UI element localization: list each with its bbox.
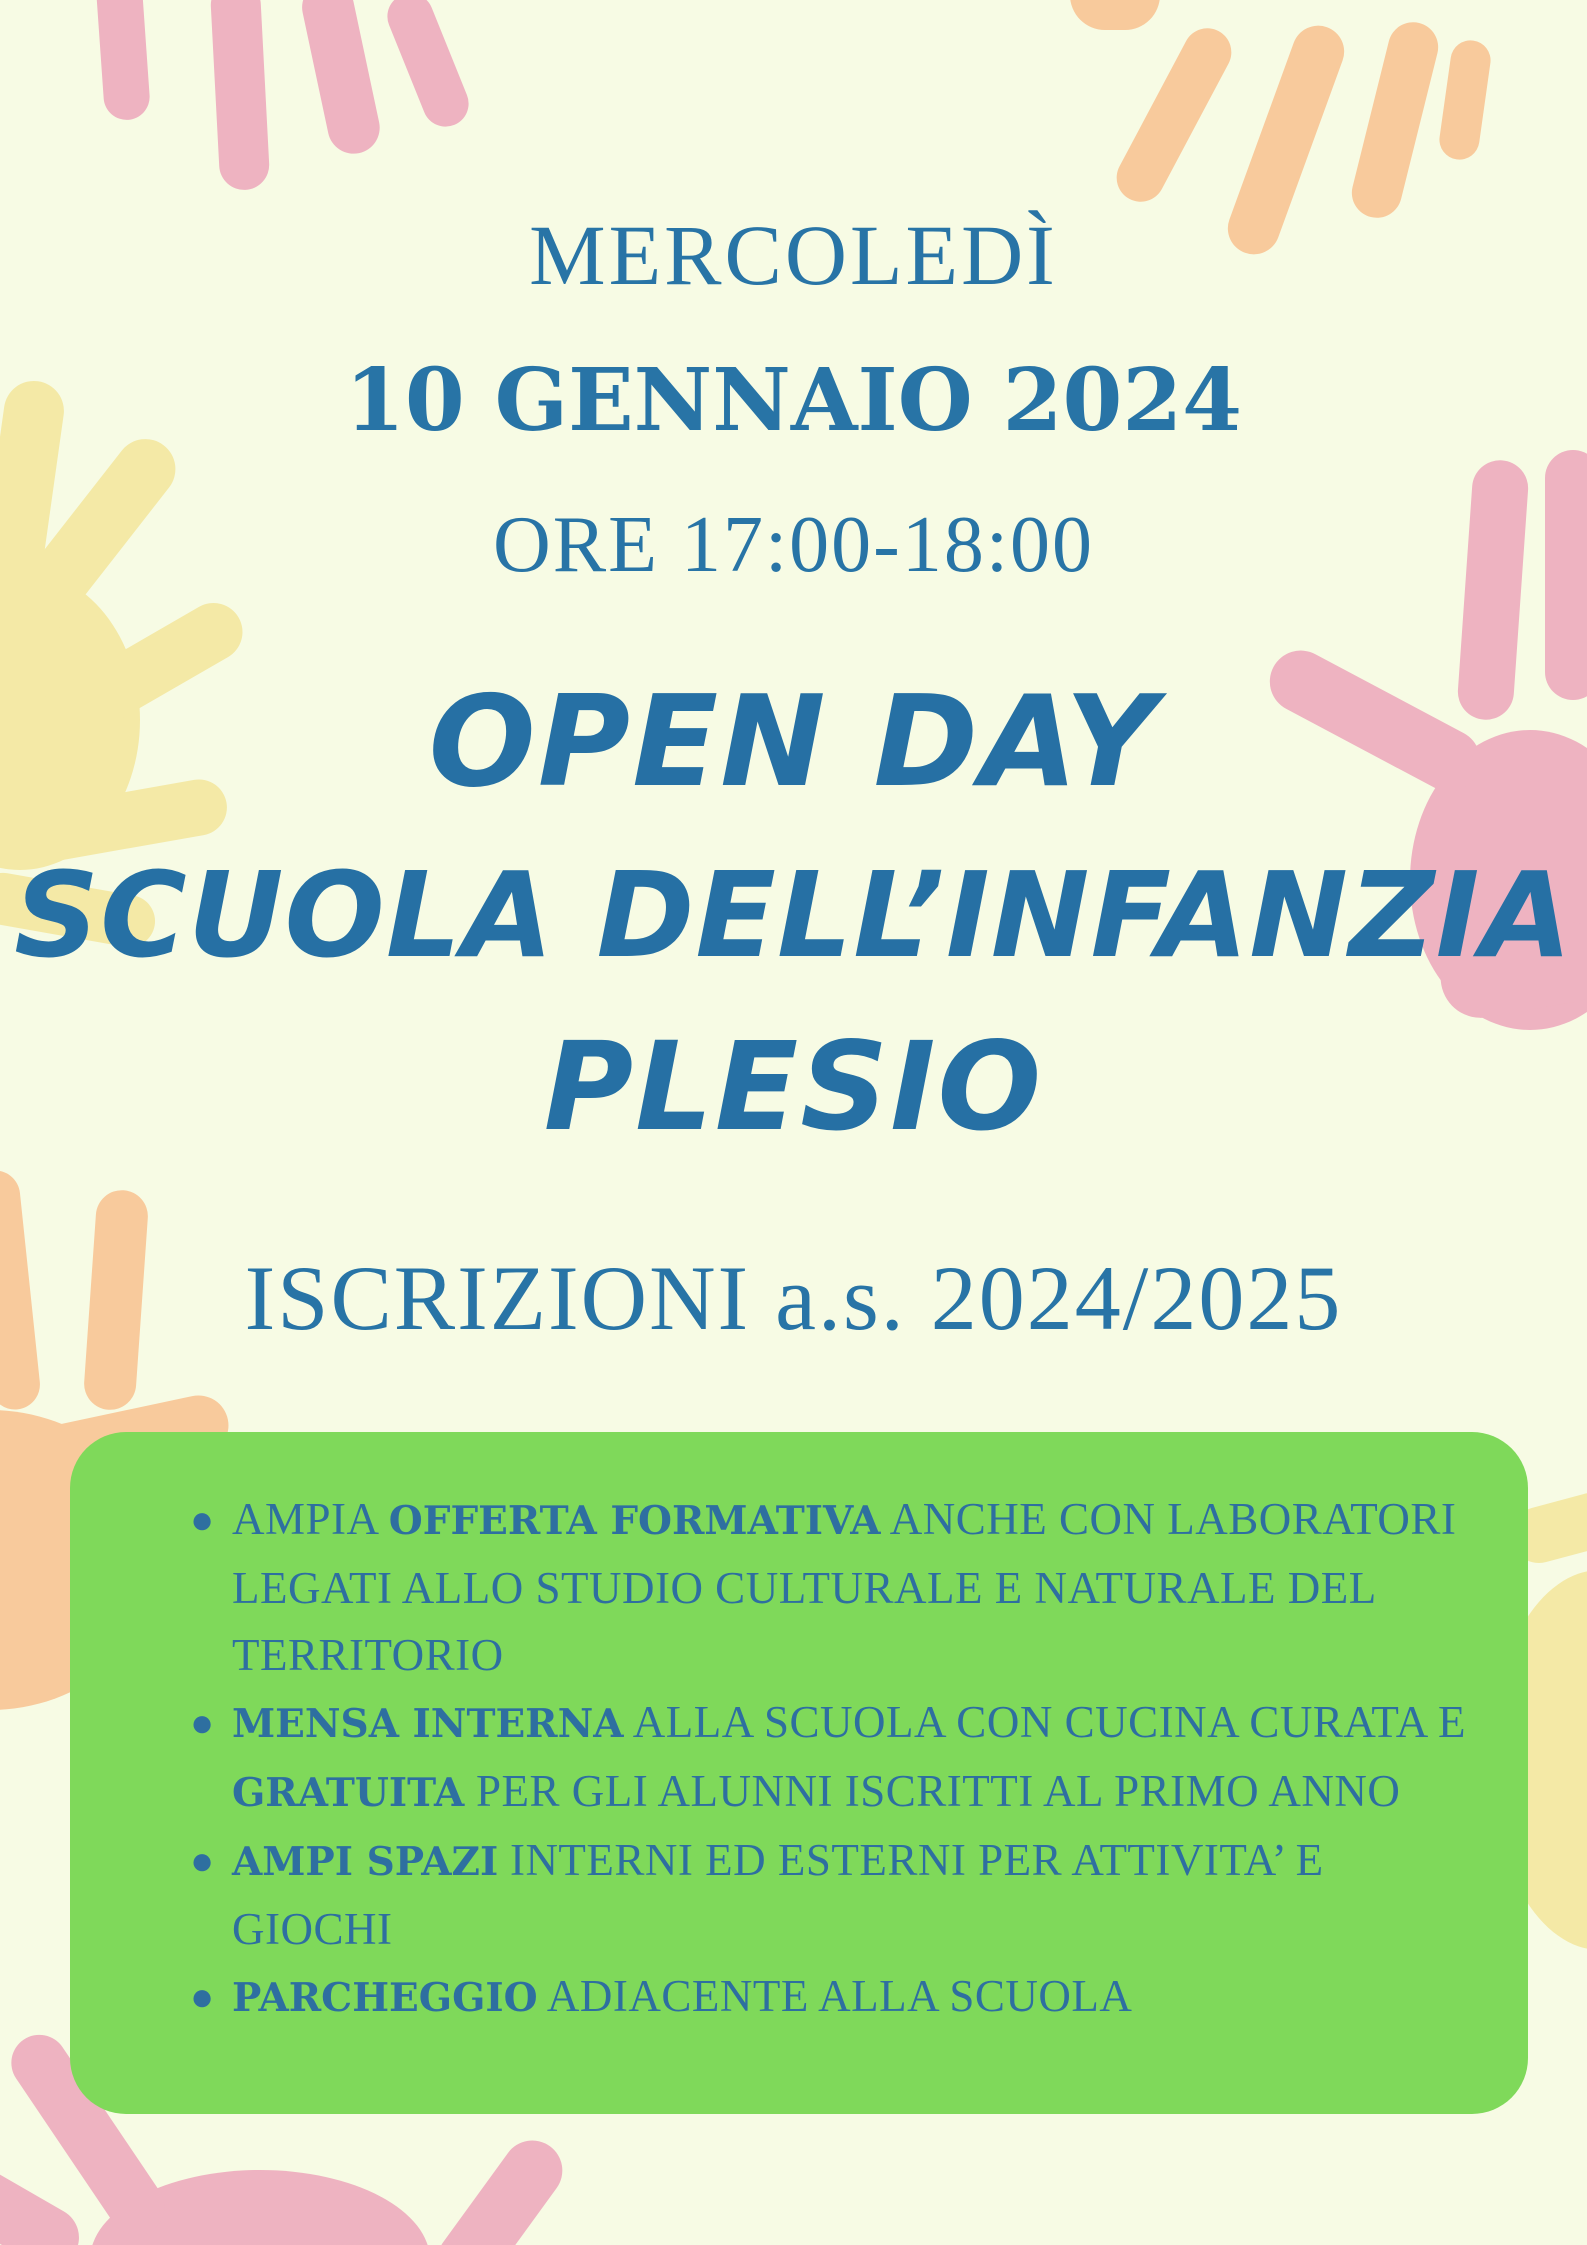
- feature-text-after: ANCHE CON LABORATORI LEGATI ALLO STUDIO CULTURALE E NATURALE DEL TERRITORIO: [232, 1494, 1457, 1680]
- feature-item-parking: [190, 1963, 1488, 2032]
- features-list: [190, 1486, 1488, 2032]
- title-open-day: OPEN DAY: [428, 668, 1159, 815]
- feature-highlight-free: GRATUITA: [232, 1770, 465, 1816]
- feature-text-before: AMPIA: [232, 1494, 389, 1544]
- title-school: SCUOLA DELL’INFANZIA: [14, 846, 1573, 984]
- bullet-icon: ●: [190, 1497, 215, 1542]
- feature-text: ADIACENTE ALLA SCUOLA: [537, 1971, 1133, 2021]
- event-date: 10 GENNAIO 2024: [345, 350, 1242, 451]
- feature-text-before: ALLA SCUOLA CON CUCINA CURATA E: [623, 1697, 1467, 1747]
- feature-highlight: PARCHEGGIO: [232, 1975, 538, 2021]
- feature-text: INTERNI ED ESTERNI PER ATTIVITA’ E GIOCHI: [232, 1835, 1324, 1954]
- event-weekday: MERCOLEDÌ: [529, 207, 1058, 303]
- bullet-icon: ●: [190, 1838, 215, 1883]
- feature-highlight: AMPI SPAZI: [232, 1839, 499, 1885]
- title-location: PLESIO: [543, 1016, 1044, 1158]
- feature-item-canteen: [190, 1689, 1488, 1827]
- feature-highlight: OFFERTA FORMATIVA: [388, 1498, 881, 1544]
- event-time: ORE 17:00-18:00: [492, 501, 1095, 589]
- feature-item-spaces: [190, 1827, 1488, 1963]
- feature-text-after: PER GLI ALUNNI ISCRITTI AL PRIMO ANNO: [464, 1766, 1401, 1816]
- bullet-icon: ●: [190, 1700, 215, 1745]
- enrollment-year: ISCRIZIONI a.s. 2024/2025: [244, 1247, 1343, 1349]
- feature-highlight: MENSA INTERNA: [232, 1701, 624, 1747]
- feature-item-offer: [190, 1486, 1488, 1689]
- features-panel: [70, 1432, 1528, 2114]
- bullet-icon: ●: [190, 1974, 215, 2019]
